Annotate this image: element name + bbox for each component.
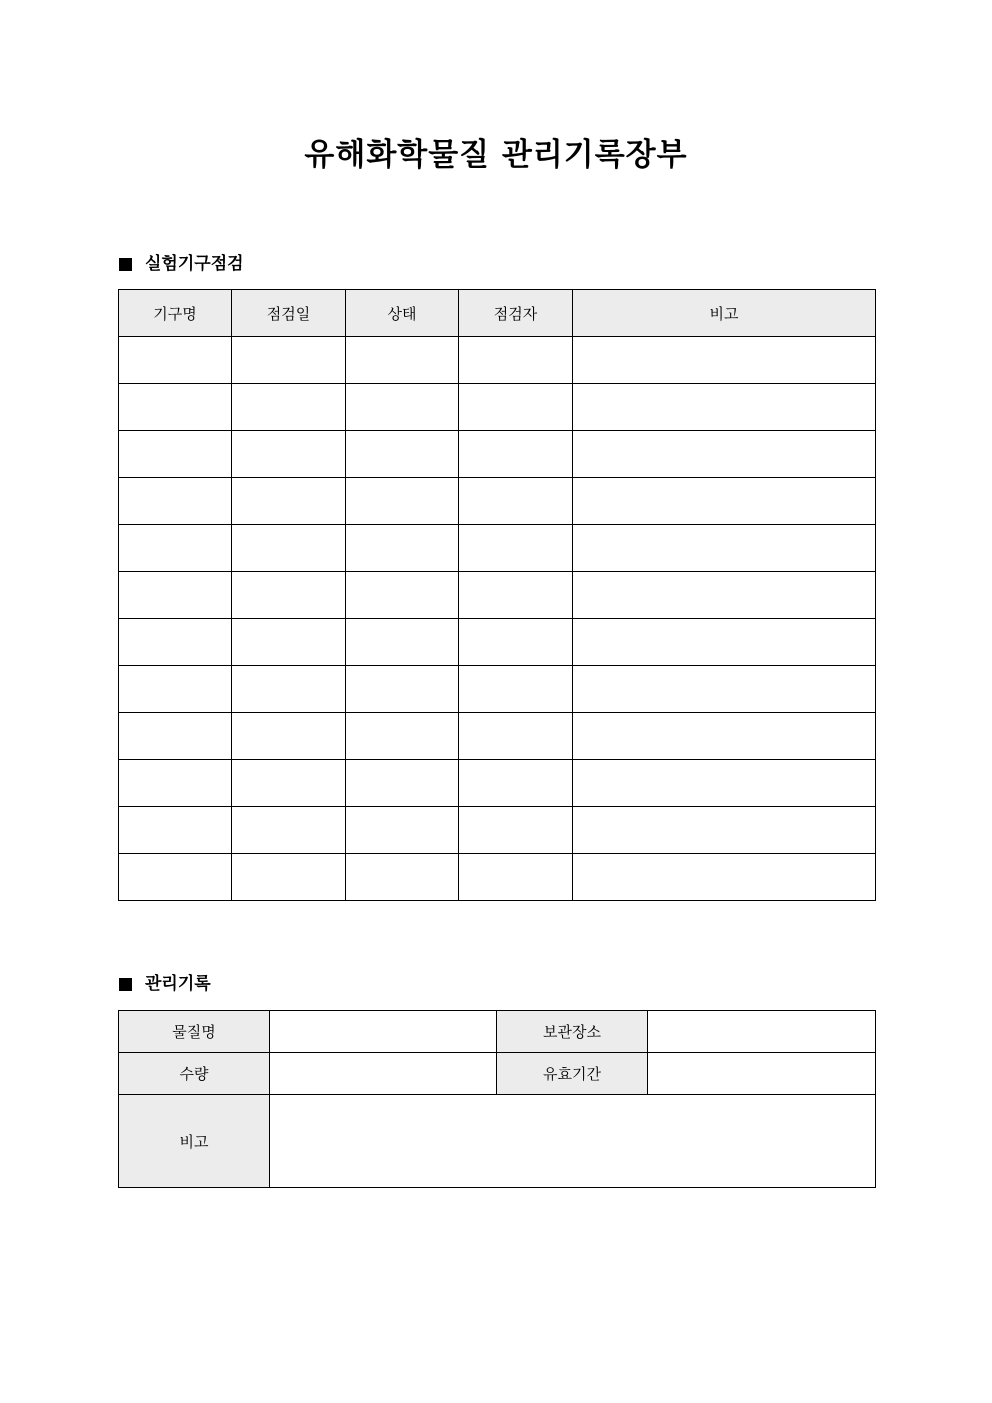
black-square-bullet-icon <box>119 258 132 271</box>
cell-status[interactable] <box>346 807 459 854</box>
table-header-row <box>119 290 876 337</box>
cell-status[interactable] <box>346 619 459 666</box>
cell-inspector[interactable] <box>459 337 573 384</box>
table-row <box>119 525 876 572</box>
table-row <box>119 1011 876 1053</box>
cell-remarks[interactable] <box>573 807 876 854</box>
cell-status[interactable] <box>346 666 459 713</box>
section-heading-label: 실험기구점검 <box>145 254 244 274</box>
field-quantity[interactable] <box>270 1053 497 1095</box>
label-storage-location: 보관장소 <box>497 1011 648 1053</box>
cell-remarks[interactable] <box>573 854 876 901</box>
cell-inspection-date[interactable] <box>232 384 346 431</box>
cell-inspector[interactable] <box>459 807 573 854</box>
cell-status[interactable] <box>346 572 459 619</box>
cell-remarks[interactable] <box>573 713 876 760</box>
cell-inspector[interactable] <box>459 525 573 572</box>
cell-equipment-name[interactable] <box>119 431 232 478</box>
black-square-bullet-icon <box>119 978 132 991</box>
equipment-inspection-table <box>118 289 876 901</box>
cell-inspector[interactable] <box>459 384 573 431</box>
cell-inspection-date[interactable] <box>232 431 346 478</box>
cell-remarks[interactable] <box>573 572 876 619</box>
cell-equipment-name[interactable] <box>119 666 232 713</box>
cell-inspector[interactable] <box>459 431 573 478</box>
section-heading-label: 관리기록 <box>145 974 211 994</box>
table-row <box>119 713 876 760</box>
cell-remarks[interactable] <box>573 619 876 666</box>
cell-inspection-date[interactable] <box>232 713 346 760</box>
cell-remarks[interactable] <box>573 478 876 525</box>
cell-equipment-name[interactable] <box>119 337 232 384</box>
column-header-inspection-date: 점검일 <box>232 290 346 337</box>
cell-equipment-name[interactable] <box>119 619 232 666</box>
label-substance-name: 물질명 <box>119 1011 270 1053</box>
table-row <box>119 431 876 478</box>
column-header-equipment-name: 기구명 <box>119 290 232 337</box>
label-expiry-period: 유효기간 <box>497 1053 648 1095</box>
cell-equipment-name[interactable] <box>119 807 232 854</box>
section-heading-equipment-inspection <box>119 252 244 276</box>
cell-status[interactable] <box>346 478 459 525</box>
cell-inspector[interactable] <box>459 713 573 760</box>
cell-equipment-name[interactable] <box>119 384 232 431</box>
cell-remarks[interactable] <box>573 525 876 572</box>
cell-inspection-date[interactable] <box>232 854 346 901</box>
document-title: 유해화학물질 관리기록장부 <box>304 137 688 173</box>
table-row <box>119 807 876 854</box>
column-header-remarks: 비고 <box>573 290 876 337</box>
cell-inspector[interactable] <box>459 619 573 666</box>
cell-inspection-date[interactable] <box>232 666 346 713</box>
cell-inspector[interactable] <box>459 666 573 713</box>
cell-inspection-date[interactable] <box>232 619 346 666</box>
table-row <box>119 666 876 713</box>
cell-status[interactable] <box>346 384 459 431</box>
cell-status[interactable] <box>346 854 459 901</box>
label-remarks: 비고 <box>119 1095 270 1188</box>
cell-status[interactable] <box>346 337 459 384</box>
table-row <box>119 478 876 525</box>
cell-inspection-date[interactable] <box>232 478 346 525</box>
column-header-status: 상태 <box>346 290 459 337</box>
cell-status[interactable] <box>346 760 459 807</box>
cell-inspection-date[interactable] <box>232 337 346 384</box>
cell-remarks[interactable] <box>573 384 876 431</box>
cell-remarks[interactable] <box>573 431 876 478</box>
field-substance-name[interactable] <box>270 1011 497 1053</box>
label-quantity: 수량 <box>119 1053 270 1095</box>
field-expiry-period[interactable] <box>648 1053 876 1095</box>
cell-equipment-name[interactable] <box>119 713 232 760</box>
cell-equipment-name[interactable] <box>119 572 232 619</box>
cell-inspector[interactable] <box>459 572 573 619</box>
cell-status[interactable] <box>346 525 459 572</box>
cell-equipment-name[interactable] <box>119 760 232 807</box>
cell-inspection-date[interactable] <box>232 572 346 619</box>
cell-inspection-date[interactable] <box>232 760 346 807</box>
table-row <box>119 384 876 431</box>
cell-status[interactable] <box>346 431 459 478</box>
cell-remarks[interactable] <box>573 666 876 713</box>
field-storage-location[interactable] <box>648 1011 876 1053</box>
table-row <box>119 1095 876 1188</box>
cell-inspector[interactable] <box>459 760 573 807</box>
table-row <box>119 572 876 619</box>
table-row <box>119 854 876 901</box>
field-remarks[interactable] <box>270 1095 876 1188</box>
cell-equipment-name[interactable] <box>119 854 232 901</box>
table-row <box>119 760 876 807</box>
cell-equipment-name[interactable] <box>119 525 232 572</box>
cell-inspector[interactable] <box>459 478 573 525</box>
section-heading-management-record <box>119 972 211 996</box>
cell-inspection-date[interactable] <box>232 807 346 854</box>
cell-remarks[interactable] <box>573 337 876 384</box>
cell-inspector[interactable] <box>459 854 573 901</box>
cell-status[interactable] <box>346 713 459 760</box>
cell-inspection-date[interactable] <box>232 525 346 572</box>
management-record-table <box>118 1010 876 1188</box>
column-header-inspector: 점검자 <box>459 290 573 337</box>
table-row <box>119 1053 876 1095</box>
table-row <box>119 337 876 384</box>
table-row <box>119 619 876 666</box>
cell-equipment-name[interactable] <box>119 478 232 525</box>
cell-remarks[interactable] <box>573 760 876 807</box>
